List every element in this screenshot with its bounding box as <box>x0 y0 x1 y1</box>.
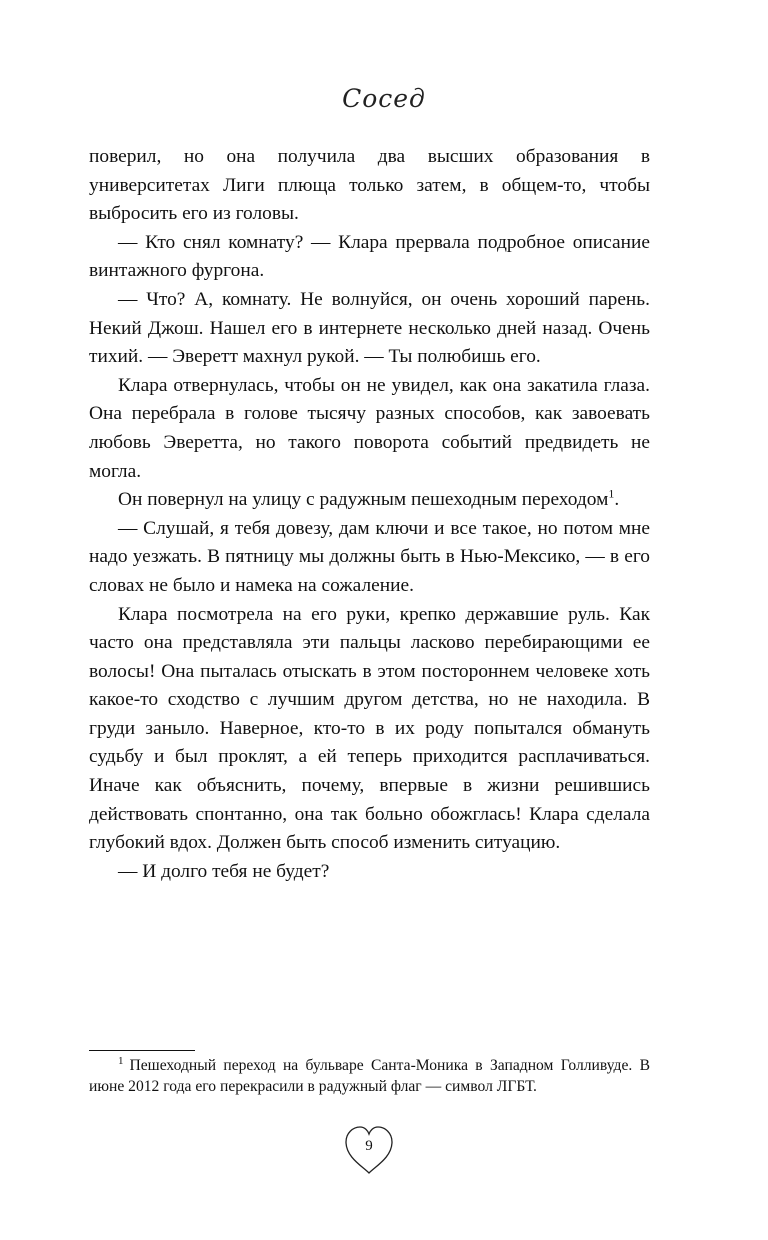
paragraph-tail: . <box>614 489 620 511</box>
footnote-reference[interactable]: 1 <box>608 486 615 501</box>
paragraph: — И долго тебя не будет? <box>118 860 330 882</box>
paragraph: — Что? А, комнату. Не волнуйся, он очень хороший парень. Некий Джош. Нашел его в интернете несколько дней назад. Очень тихий. — Эверетт махнул рукой. — Ты полюбишь его. <box>89 288 650 368</box>
paragraph: поверил, но она получила два высших образования в университетах Лиги плюща только затем, в общем-то, чтобы выбросить его из головы. <box>89 146 650 225</box>
paragraph-text: Он повернул на улицу с радужным пешеходным переходом <box>118 489 609 511</box>
paragraph: — Слушай, я тебя довезу, дам ключи и все такое, но потом мне надо уезжать. В пятницу мы должны быть в Нью-Мексико, — в его словах не было и намека на сожаление. <box>89 517 650 596</box>
footnote-marker: 1 <box>118 1054 124 1067</box>
paragraph: — Кто снял комнату? — Клара прервала подробное описание винтажного фургона. <box>89 231 650 282</box>
page-number-ornament <box>342 1123 396 1177</box>
page-number: 9 <box>365 1138 373 1154</box>
footnote-text: Пешеходный переход на бульваре Санта-Моника в Западном Голливуде. В июне 2012 года его перекрасили в радужный флаг — символ ЛГБТ. <box>89 1057 650 1095</box>
body-text <box>89 143 650 886</box>
paragraph <box>89 486 650 515</box>
paragraph: Клара посмотрела на его руки, крепко державшие руль. Как часто она представляла эти пальцы ласково перебирающими ее волосы! Она пыталась отыскать в этом постороннем человеке хоть какое-то сходство с лучшим другом детства, но не находила. В груди заныло. Наверное, кто-то в их роду попытался обмануть судьбу и был проклят, а ей теперь приходится расплачиваться. Иначе как объяснить, почему, впервые в жизни решившись действовать спонтанно, она так больно обожглась! Клара сделала глубокий вдох. Должен быть способ изменить ситуацию. <box>89 603 650 854</box>
running-title: Сосед <box>342 84 426 113</box>
footnote-divider <box>89 1050 195 1051</box>
paragraph: Клара отвернулась, чтобы он не увидел, как она закатила глаза. Она перебрала в голове тысячу разных способов, как завоевать любовь Эверетта, но такого поворота событий предвидеть не могла. <box>89 374 650 482</box>
footnote <box>89 1056 650 1098</box>
